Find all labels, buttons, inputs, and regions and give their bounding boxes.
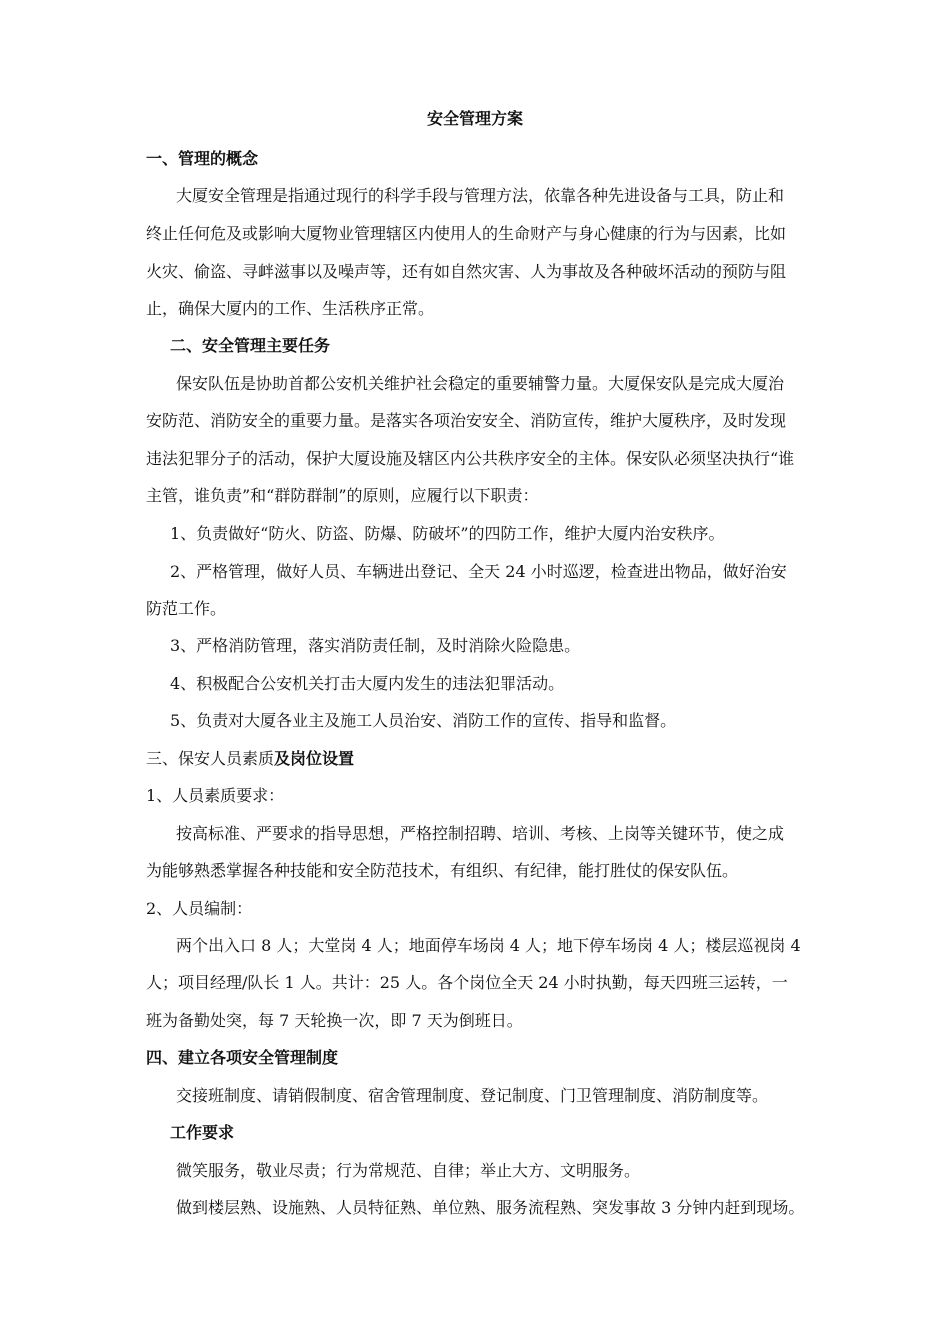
section-3-heading-part: 三、保安人员素质	[146, 749, 275, 768]
document-title: 安全管理方案	[426, 109, 523, 128]
section-2-heading: 二、安全管理主要任务	[170, 336, 331, 355]
paragraph-line: 终止任何危及或影响大厦物业管理辖区内使用人的生命财产与身心健康的行为与因素，比如	[146, 224, 787, 243]
section-4-heading: 四、建立各项安全管理制度	[146, 1048, 339, 1067]
paragraph-line: 人；项目经理/队长 1 人。共计：25 人。各个岗位全天 24 小时执勤，每天四班三运转，一	[146, 973, 788, 992]
paragraph-line: 保安队伍是协助首都公安机关维护社会稳定的重要辅警力量。大厦保安队是完成大厦治	[176, 374, 785, 393]
section-3-heading	[146, 749, 354, 769]
paragraph-line: 大厦安全管理是指通过现行的科学手段与管理方法，依靠各种先进设备与工具，防止和	[176, 186, 785, 205]
paragraph-line: 为能够熟悉掌握各种技能和安全防范技术，有组织、有纪律，能打胜仗的保安队伍。	[146, 861, 739, 880]
paragraph-line: 班为备勤处突，每 7 天轮换一次，即 7 天为倒班日。	[146, 1011, 523, 1030]
paragraph-line: 按高标准、严要求的指导思想，严格控制招聘、培训、考核、上岗等关键环节，使之成	[176, 824, 785, 843]
section-3-heading-bold-part: 及岗位设置	[274, 749, 355, 768]
paragraph-line: 安防范、消防安全的重要力量。是落实各项治安安全、消防宣传，维护大厦秩序，及时发现	[146, 411, 787, 430]
list-item: 4、积极配合公安机关打击大厦内发生的违法犯罪活动。	[170, 674, 565, 693]
list-item: 2、严格管理，做好人员、车辆进出登记、全天 24 小时巡逻，检查进出物品，做好治安	[170, 562, 787, 581]
paragraph-line: 微笑服务，敬业尽责；行为常规范、自律；举止大方、文明服务。	[176, 1161, 641, 1180]
paragraph-line: 违法犯罪分子的活动，保护大厦设施及辖区内公共秩序安全的主体。保安队必须坚决执行“谁	[146, 449, 795, 468]
list-item: 3、严格消防管理，落实消防责任制，及时消除火险隐患。	[170, 636, 581, 655]
paragraph-line: 火灾、偷盗、寻衅滋事以及噪声等，还有如自然灾害、人为事故及各种破坏活动的预防与阻	[146, 262, 787, 281]
list-item: 5、负责对大厦各业主及施工人员治安、消防工作的宣传、指导和监督。	[170, 711, 677, 730]
paragraph-line: 止，确保大厦内的工作、生活秩序正常。	[146, 299, 435, 318]
subsection-heading: 2、人员编制：	[146, 899, 253, 918]
paragraph-line: 两个出入口 8 人；大堂岗 4 人；地面停车场岗 4 人；地下停车场岗 4 人；楼层巡视岗 4	[176, 936, 801, 955]
work-requirements-heading: 工作要求	[170, 1123, 235, 1142]
subsection-heading: 1、人员素质要求：	[146, 786, 285, 805]
list-item: 1、负责做好“防火、防盗、防爆、防破坏”的四防工作，维护大厦内治安秩序。	[170, 524, 725, 543]
paragraph-line: 做到楼层熟、设施熟、人员特征熟、单位熟、服务流程熟、突发事故 3 分钟内赶到现场。	[176, 1198, 805, 1217]
list-item-continuation: 防范工作。	[146, 599, 227, 618]
section-1-heading: 一、管理的概念	[146, 149, 259, 168]
paragraph-line: 交接班制度、请销假制度、宿舍管理制度、登记制度、门卫管理制度、消防制度等。	[176, 1086, 769, 1105]
paragraph-line: 主管，谁负责”和“群防群制”的原则，应履行以下职责：	[146, 486, 539, 505]
